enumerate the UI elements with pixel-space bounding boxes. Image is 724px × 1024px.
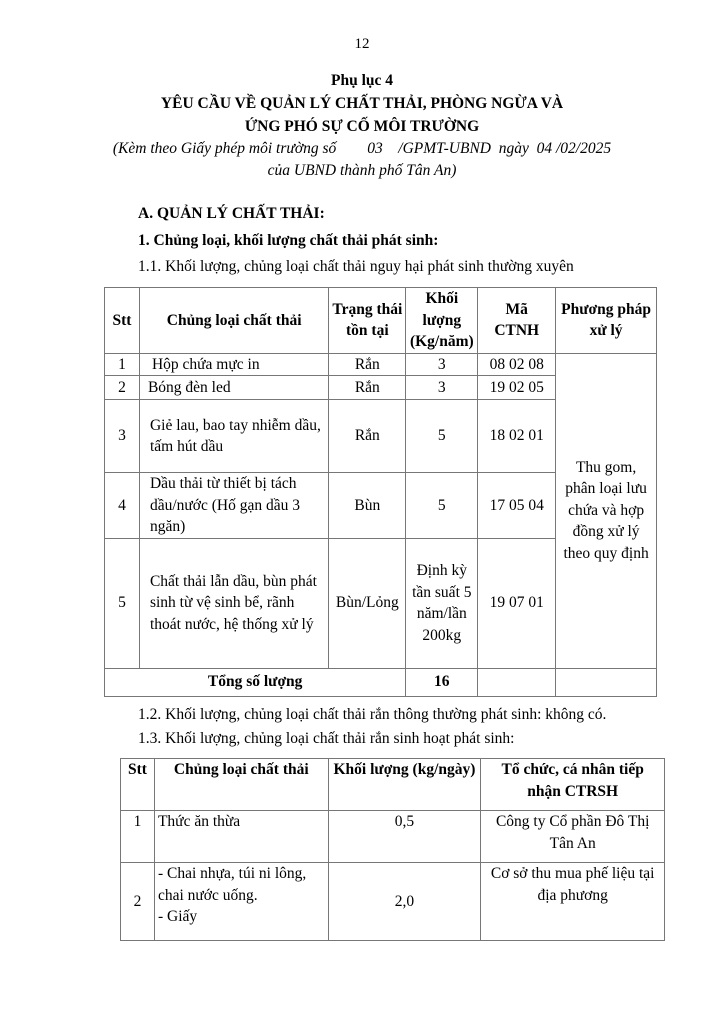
table-total-row — [105, 668, 657, 696]
domestic-waste-table — [120, 758, 665, 941]
row-state: Bùn — [329, 473, 406, 539]
row-stt: 1 — [121, 811, 155, 863]
header-mass: Khối lượng (Kg/năm) — [406, 288, 478, 354]
total-value: 16 — [406, 668, 478, 696]
row-mass: 0,5 — [328, 811, 481, 863]
row-mass: 3 — [406, 353, 478, 376]
row-mass: Định kỳ tần suất 5 năm/lần 200kg — [406, 538, 478, 668]
row-waste-type: Hộp chứa mực in — [139, 353, 328, 376]
row-receiver: Công ty Cổ phần Đô Thị Tân An — [481, 811, 665, 863]
table-row — [121, 811, 665, 863]
header-mass: Khối lượng (kg/ngày) — [328, 759, 481, 811]
row-waste-type: Thức ăn thừa — [154, 811, 328, 863]
appendix-title-line1: YÊU CẦU VỀ QUẢN LÝ CHẤT THẢI, PHÒNG NGỪA VÀ — [160, 95, 564, 112]
row-receiver: Cơ sở thu mua phế liệu tại địa phương — [481, 863, 665, 941]
section-1-3-heading: 1.3. Khối lượng, chủng loại chất thải rắn sinh hoạt phát sinh: — [138, 730, 515, 747]
waste-type-line: - Chai nhựa, túi ni lông, chai nước uống. — [157, 865, 307, 904]
row-state: Bùn/Lỏng — [329, 538, 406, 668]
section-1-2-text: 1.2. Khối lượng, chủng loại chất thải rắn thông thường phát sinh: không có. — [138, 706, 607, 723]
row-mass: 3 — [406, 376, 478, 400]
table-row — [105, 353, 657, 376]
row-stt: 3 — [105, 400, 140, 473]
row-stt: 2 — [121, 863, 155, 941]
header-code: Mã CTNH — [478, 288, 556, 354]
row-waste-type — [154, 863, 328, 941]
appendix-subtitle-line2: của UBND thành phố Tân An) — [267, 162, 457, 179]
row-waste-type: Dầu thải từ thiết bị tách dầu/nước (Hố gạn dầu 3 ngăn) — [139, 473, 328, 539]
row-code: 08 02 08 — [478, 353, 556, 376]
row-state: Rắn — [329, 400, 406, 473]
header-stt: Stt — [121, 759, 155, 811]
row-code: 18 02 01 — [478, 400, 556, 473]
section-1-1-heading: 1.1. Khối lượng, chủng loại chất thải nguy hại phát sinh thường xuyên — [138, 258, 574, 275]
section-1-heading: 1. Chủng loại, khối lượng chất thải phát sinh: — [138, 232, 439, 249]
row-stt: 1 — [105, 353, 140, 376]
row-waste-type: Giẻ lau, bao tay nhiễm dầu, tấm hút dầu — [139, 400, 328, 473]
method-cell: Thu gom, phân loại lưu chứa và hợp đồng xử lý theo quy định — [556, 353, 657, 668]
row-stt: 4 — [105, 473, 140, 539]
hazardous-waste-table — [104, 287, 657, 697]
row-state: Rắn — [329, 353, 406, 376]
row-stt: 5 — [105, 538, 140, 668]
row-state: Rắn — [329, 376, 406, 400]
row-waste-type: Chất thải lẫn dầu, bùn phát sinh từ vệ sinh bể, rãnh thoát nước, hệ thống xử lý — [139, 538, 328, 668]
row-mass: 5 — [406, 400, 478, 473]
appendix-title-line2: ỨNG PHÓ SỰ CỐ MÔI TRƯỜNG — [244, 118, 480, 135]
row-code: 19 07 01 — [478, 538, 556, 668]
section-a-heading: A. QUẢN LÝ CHẤT THẢI: — [138, 205, 325, 222]
page-number: 12 — [354, 36, 370, 52]
table-header-row — [121, 759, 665, 811]
header-method: Phương pháp xử lý — [556, 288, 657, 354]
header-receiver: Tổ chức, cá nhân tiếp nhận CTRSH — [481, 759, 665, 811]
header-state: Trạng thái tồn tại — [329, 288, 406, 354]
appendix-subtitle-line1: (Kèm theo Giấy phép môi trường số 03 /GPMT-UBND ngày 04 /02/2025 — [112, 140, 612, 157]
total-empty-cell — [478, 668, 556, 696]
waste-type-line: - Giấy — [157, 908, 198, 925]
row-code: 17 05 04 — [478, 473, 556, 539]
row-stt: 2 — [105, 376, 140, 400]
row-mass: 5 — [406, 473, 478, 539]
header-waste-type: Chủng loại chất thải — [154, 759, 328, 811]
table-row — [121, 863, 665, 941]
appendix-label: Phụ lục 4 — [330, 72, 393, 89]
table-header-row — [105, 288, 657, 354]
header-waste-type: Chủng loại chất thải — [139, 288, 328, 354]
header-stt: Stt — [105, 288, 140, 354]
row-waste-type: Bóng đèn led — [139, 376, 328, 400]
total-label: Tổng số lượng — [105, 668, 406, 696]
row-mass: 2,0 — [328, 863, 481, 941]
row-code: 19 02 05 — [478, 376, 556, 400]
total-empty-cell — [556, 668, 657, 696]
